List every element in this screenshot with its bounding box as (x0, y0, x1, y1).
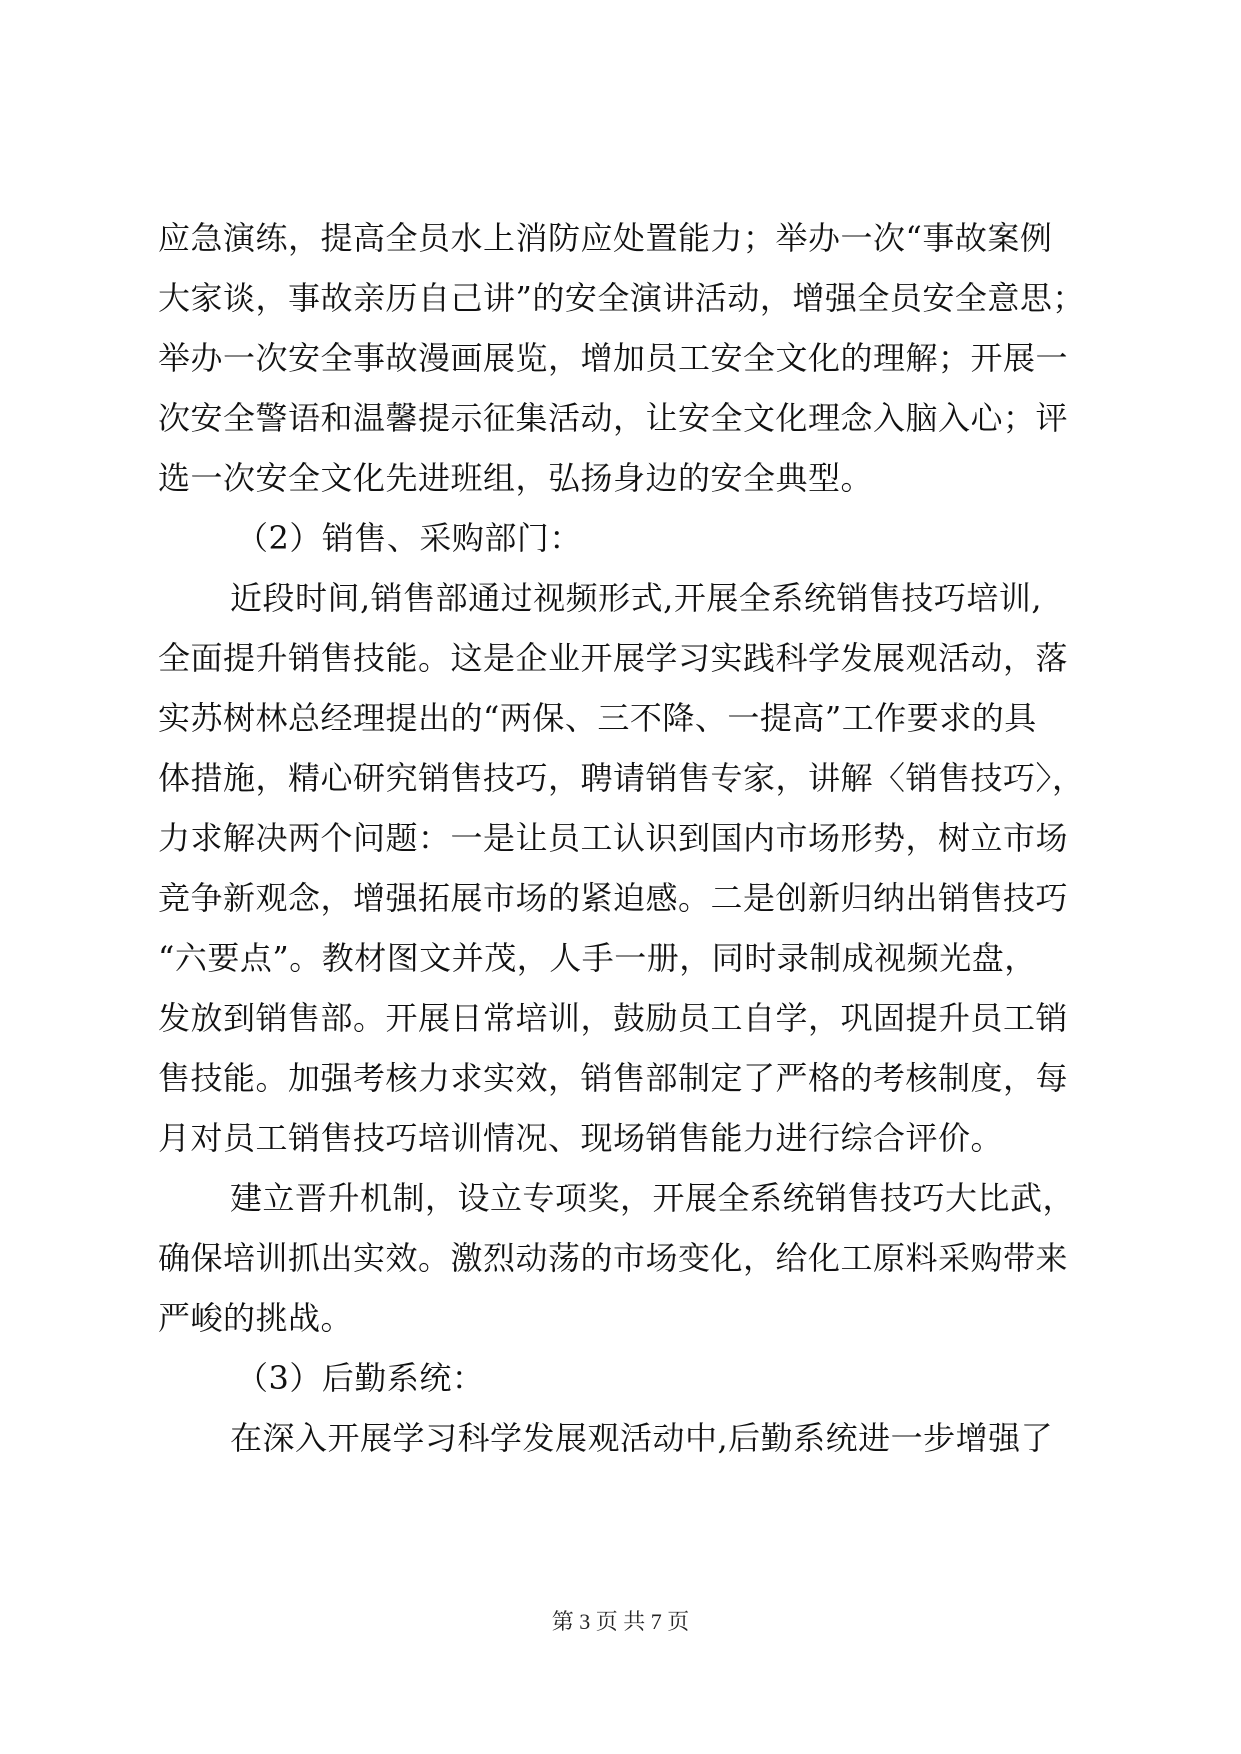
text-line: 大家谈，事故亲历自己讲”的安全演讲活动，增强全员安全意思； (158, 279, 1085, 317)
section-heading: （2）销售、采购部门： (236, 519, 582, 557)
paragraph-first-line: 建立晋升机制，设立专项奖，开展全系统销售技巧大比武， (230, 1179, 1076, 1217)
text-line: 体措施，精心研究销售技巧，聘请销售专家，讲解〈销售技巧〉， (158, 759, 1085, 797)
text-line: 次安全警语和温馨提示征集活动，让安全文化理念入脑入心；评 (158, 399, 1069, 437)
text-line: 售技能。加强考核力求实效，销售部制定了严格的考核制度，每 (158, 1059, 1069, 1097)
paragraph-first-line: 近段时间,销售部通过视频形式,开展全系统销售技巧培训, (230, 579, 1043, 617)
text-line: 竞争新观念，增强拓展市场的紧迫感。二是创新归纳出销售技巧 (158, 879, 1069, 917)
text-line: “六要点”。教材图文并茂，人手一册，同时录制成视频光盘， (158, 939, 1037, 977)
text-line: 举办一次安全事故漫画展览，增加员工安全文化的理解；开展一 (158, 339, 1069, 377)
text-line: 确保培训抓出实效。激烈动荡的市场变化，给化工原料采购带来 (158, 1239, 1069, 1277)
text-line: 应急演练，提高全员水上消防应处置能力；举办一次“事故案例 (158, 219, 1053, 257)
text-line: 月对员工销售技巧培训情况、现场销售能力进行综合评价。 (158, 1119, 1004, 1157)
text-line: 选一次安全文化先进班组，弘扬身边的安全典型。 (158, 459, 874, 497)
text-line: 全面提升销售技能。这是企业开展学习实践科学发展观活动，落 (158, 639, 1069, 677)
page-number-footer: 第 3 页 共 7 页 (551, 1609, 690, 1634)
text-line: 发放到销售部。开展日常培训，鼓励员工自学，巩固提升员工销 (158, 999, 1069, 1037)
text-line: 严峻的挑战。 (158, 1299, 354, 1337)
section-heading: （3）后勤系统： (236, 1359, 485, 1397)
paragraph-first-line: 在深入开展学习科学发展观活动中,后勤系统进一步增强了 (230, 1419, 1054, 1457)
text-line: 力求解决两个问题：一是让员工认识到国内市场形势，树立市场 (158, 819, 1069, 857)
text-line: 实苏树林总经理提出的“两保、三不降、一提高”工作要求的具 (158, 699, 1037, 737)
body-text (158, 208, 1108, 1468)
